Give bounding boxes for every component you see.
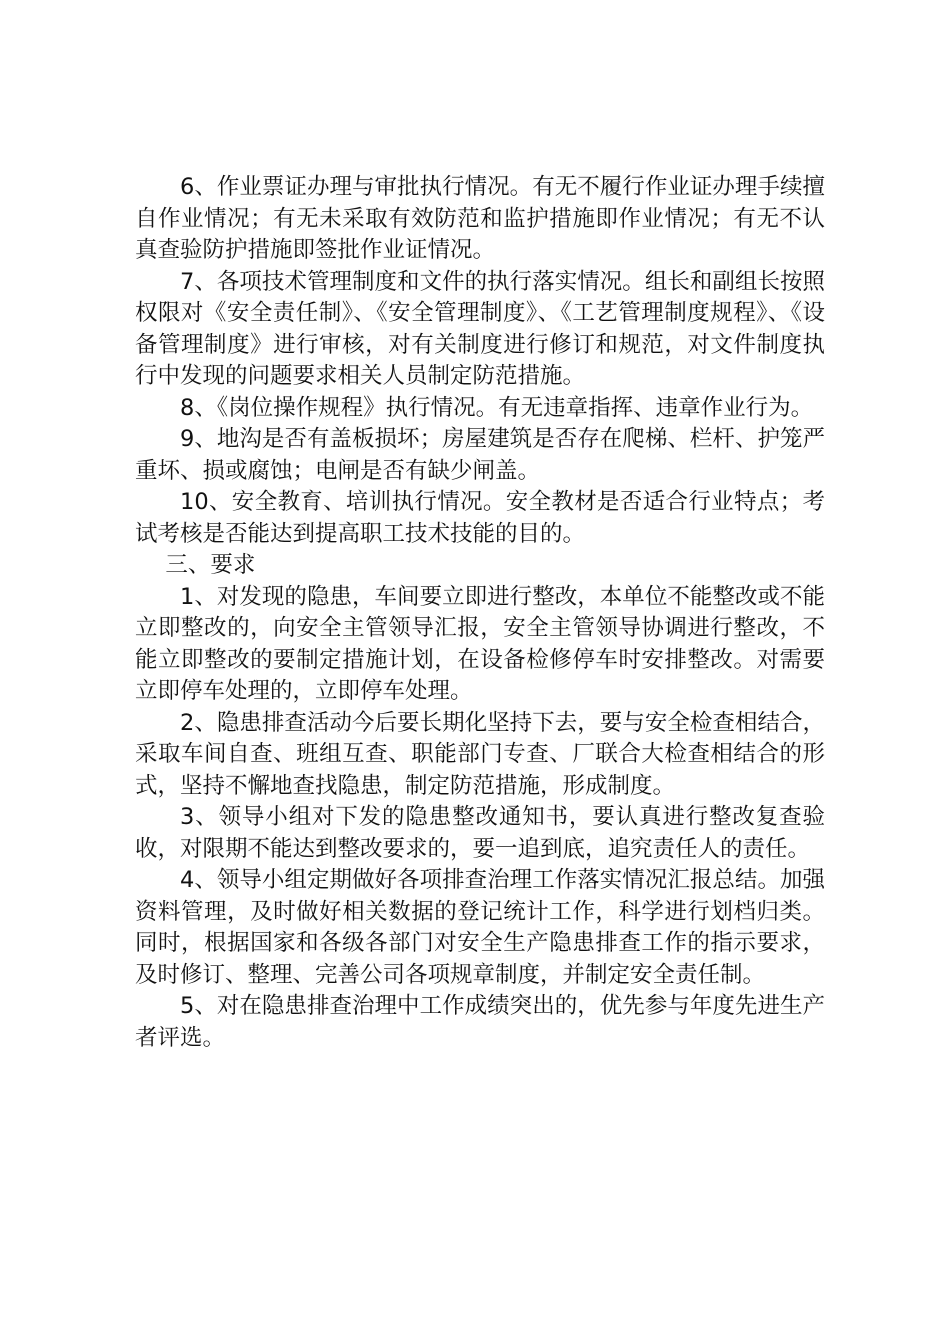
document-body — [135, 172, 825, 1054]
paragraph-item-8: 8、《岗位操作规程》执行情况。有无违章指挥、违章作业行为。 — [180, 394, 814, 421]
requirement-item-1: 1、对发现的隐患，车间要立即进行整改，本单位不能整改或不能立即整改的，向安全主管领导汇报，安全主管领导协调进行整改，不能立即整改的要制定措施计划，在设备检修停车时安排整改。对需要立即停车处理的，立即停车处理。 — [135, 583, 825, 704]
paragraph-item-10: 10、安全教育、培训执行情况。安全教材是否适合行业特点；考试考核是否能达到提高职工技术技能的目的。 — [135, 489, 825, 547]
paragraph-item-9: 9、地沟是否有盖板损坏；房屋建筑是否存在爬梯、栏杆、护笼严重坏、损或腐蚀；电闸是否有缺少闸盖。 — [135, 426, 825, 484]
paragraph-item-6: 6、作业票证办理与审批执行情况。有无不履行作业证办理手续擅自作业情况；有无未采取有效防范和监护措施即作业情况；有无不认真查验防护措施即签批作业证情况。 — [135, 174, 825, 263]
section-heading: 三、要求 — [165, 552, 256, 578]
requirement-item-4: 4、领导小组定期做好各项排查治理工作落实情况汇报总结。加强资料管理，及时做好相关数据的登记统计工作，科学进行划档归类。同时，根据国家和各级各部门对安全生产隐患排查工作的指示要求，及时修订、整理、完善公司各项规章制度，并制定安全责任制。 — [135, 867, 825, 988]
requirement-item-3: 3、领导小组对下发的隐患整改通知书，要认真进行整改复查验收，对限期不能达到整改要求的，要一追到底，追究责任人的责任。 — [135, 804, 825, 862]
requirement-item-2: 2、隐患排查活动今后要长期化坚持下去，要与安全检查相结合，采取车间自查、班组互查、职能部门专查、厂联合大检查相结合的形式，坚持不懈地查找隐患，制定防范措施，形成制度。 — [135, 709, 825, 799]
paragraph-item-7: 7、各项技术管理制度和文件的执行落实情况。组长和副组长按照权限对《安全责任制》、《安全管理制度》、《工艺管理制度规程》、《设备管理制度》进行审核，对有关制度进行修订和规范，对文件制度执行中发现的问题要求相关人员制定防范措施。 — [135, 268, 825, 389]
requirement-item-5: 5、对在隐患排查治理中工作成绩突出的，优先参与年度先进生产者评选。 — [135, 993, 825, 1051]
